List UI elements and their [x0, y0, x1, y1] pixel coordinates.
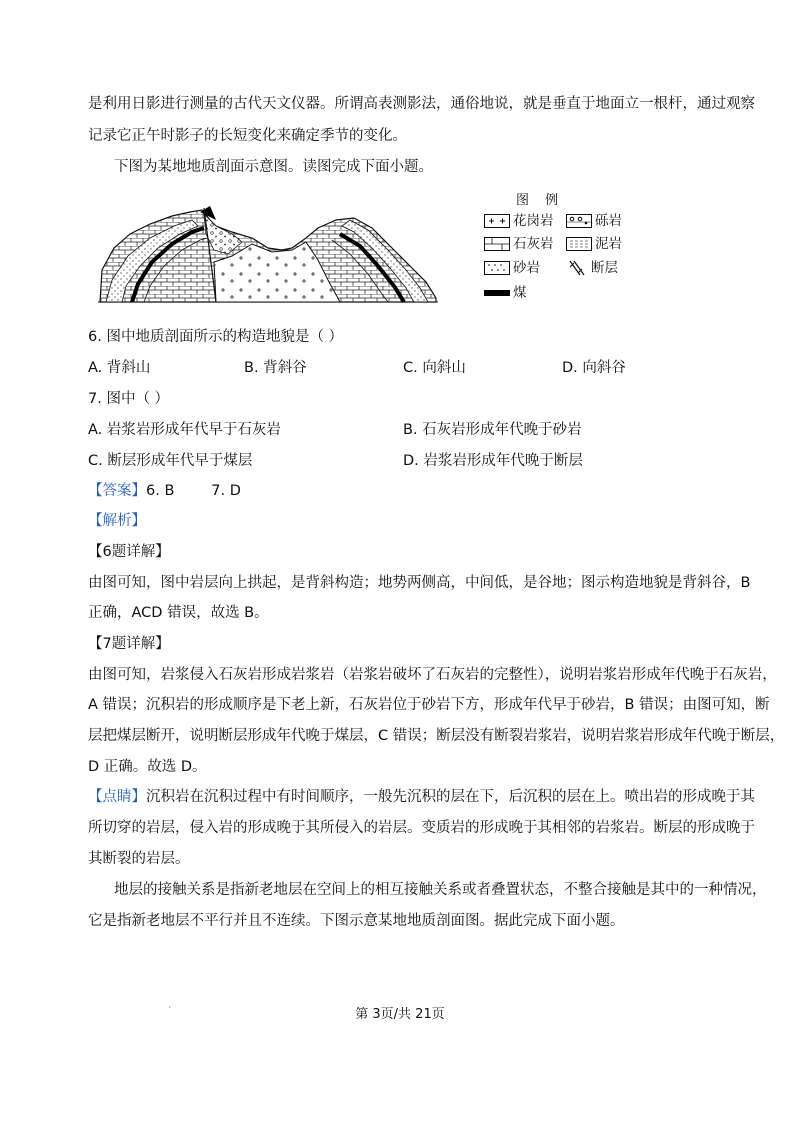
limestone-swatch-icon — [484, 237, 510, 251]
legend-conglomerate — [566, 212, 622, 230]
q7-stem: 7. 图中（ ） — [88, 391, 170, 407]
q6-option-c: C. 向斜山 — [403, 360, 466, 376]
page-footer: 第 3页/共 21页 — [355, 1007, 445, 1022]
q7-detail-line-3: 层把煤层断开，说明断层形成年代晚于煤层，C 错误；断层没有断裂岩浆岩，说明岩浆岩形成年代晚于断层， — [88, 728, 785, 744]
q7-option-a: A. 岩浆岩形成年代早于石灰岩 — [88, 422, 281, 438]
intro-line-2: 记录它正午时影子的长短变化来确定季节的变化。 — [88, 128, 407, 144]
q6-option-a: A. 背斜山 — [88, 360, 151, 376]
analysis-label: 【解析】 — [88, 513, 146, 529]
q7-option-d: D. 岩浆岩形成年代晚于断层 — [403, 453, 583, 469]
next-intro-line-1: 地层的接触关系是指新老地层在空间上的相互接触关系或者叠置状态，不整合接触是其中的一种情况， — [114, 882, 767, 898]
intro-line-1: 是利用日影进行测量的古代天文仪器。所谓高表测影法，通俗地说，就是垂直于地面立一根杆，通过观察 — [88, 96, 755, 112]
legend-limestone — [484, 235, 554, 253]
intro-line-3: 下图为某地地质剖面示意图。读图完成下面小题。 — [114, 159, 433, 175]
q7-detail-line-4: D 正确。故选 D。 — [88, 759, 207, 775]
q7-detail-label: 【7题详解】 — [88, 636, 170, 652]
legend-coal — [484, 284, 527, 302]
q6-detail-line-2: 正确，ACD 错误，故选 B。 — [88, 605, 269, 621]
tip-label: 【点睛】 — [88, 789, 146, 805]
q6-detail-line-1: 由图可知，图中岩层向上拱起，是背斜构造；地势两侧高，中间低，是谷地；图示构造地貌是背斜谷，B — [88, 575, 751, 591]
tip-line-2: 所切穿的岩层，侵入岩的形成晚于其所侵入的岩层。变质岩的形成晚于其相邻的岩浆岩。断层的形成晚于 — [88, 820, 755, 836]
conglomerate-swatch-icon — [566, 214, 592, 228]
legend-fault-label: 断层 — [591, 260, 618, 276]
legend-title: 图 例 — [516, 193, 565, 208]
q6-stem: 6. 图中地质剖面所示的构造地貌是（ ） — [88, 329, 344, 345]
legend-mudstone — [566, 235, 622, 253]
legend-granite-label: 花岗岩 — [513, 213, 554, 229]
tip-line-3: 其断裂的岩层。 — [88, 851, 190, 867]
legend-fault — [566, 259, 618, 277]
q7-option-c: C. 断层形成年代早于煤层 — [88, 453, 253, 469]
q7-option-b: B. 石灰岩形成年代晚于砂岩 — [403, 422, 582, 438]
sandstone-swatch-icon — [484, 261, 510, 275]
granite-swatch-icon — [484, 214, 510, 228]
coal-swatch-icon — [484, 288, 510, 298]
q7-detail-line-2: A 错误；沉积岩的形成顺序是下老上新，石灰岩位于砂岩下方，形成年代早于砂岩，B 错误；由图可知，断 — [88, 697, 770, 713]
next-intro-line-2: 它是指新老地层不平行并且不连续。下图示意某地地质剖面图。据此完成下面小题。 — [88, 913, 625, 929]
legend-sandstone-label: 砂岩 — [513, 260, 540, 276]
legend-coal-label: 煤 — [513, 285, 527, 301]
answer-text: 6. B 7. D — [146, 483, 241, 499]
q6-option-d: D. 向斜谷 — [562, 360, 626, 376]
legend-granite — [484, 212, 554, 230]
answer-label: 【答案】 — [88, 483, 146, 499]
stray-mark: ` — [168, 1006, 172, 1015]
q6-option-b: B. 背斜谷 — [244, 360, 307, 376]
tip-text-1: 沉积岩在沉积过程中有时间顺序，一般先沉积的层在下，后沉积的层在上。喷出岩的形成晚于其 — [146, 789, 755, 805]
tip-line-1 — [88, 787, 755, 807]
answer-line — [88, 481, 241, 501]
legend-limestone-label: 石灰岩 — [513, 236, 554, 252]
q6-detail-label: 【6题详解】 — [88, 544, 170, 560]
q7-detail-line-1: 由图可知，岩浆侵入石灰岩形成岩浆岩（岩浆岩破坏了石灰岩的完整性），说明岩浆岩形成年代晚于石灰岩， — [88, 667, 777, 683]
legend-sandstone — [484, 259, 540, 277]
geologic-section-figure — [92, 190, 472, 310]
legend-conglomerate-label: 砾岩 — [595, 213, 622, 229]
mudstone-swatch-icon — [566, 237, 592, 251]
legend-mudstone-label: 泥岩 — [595, 236, 622, 252]
fault-symbol-icon — [566, 259, 588, 277]
